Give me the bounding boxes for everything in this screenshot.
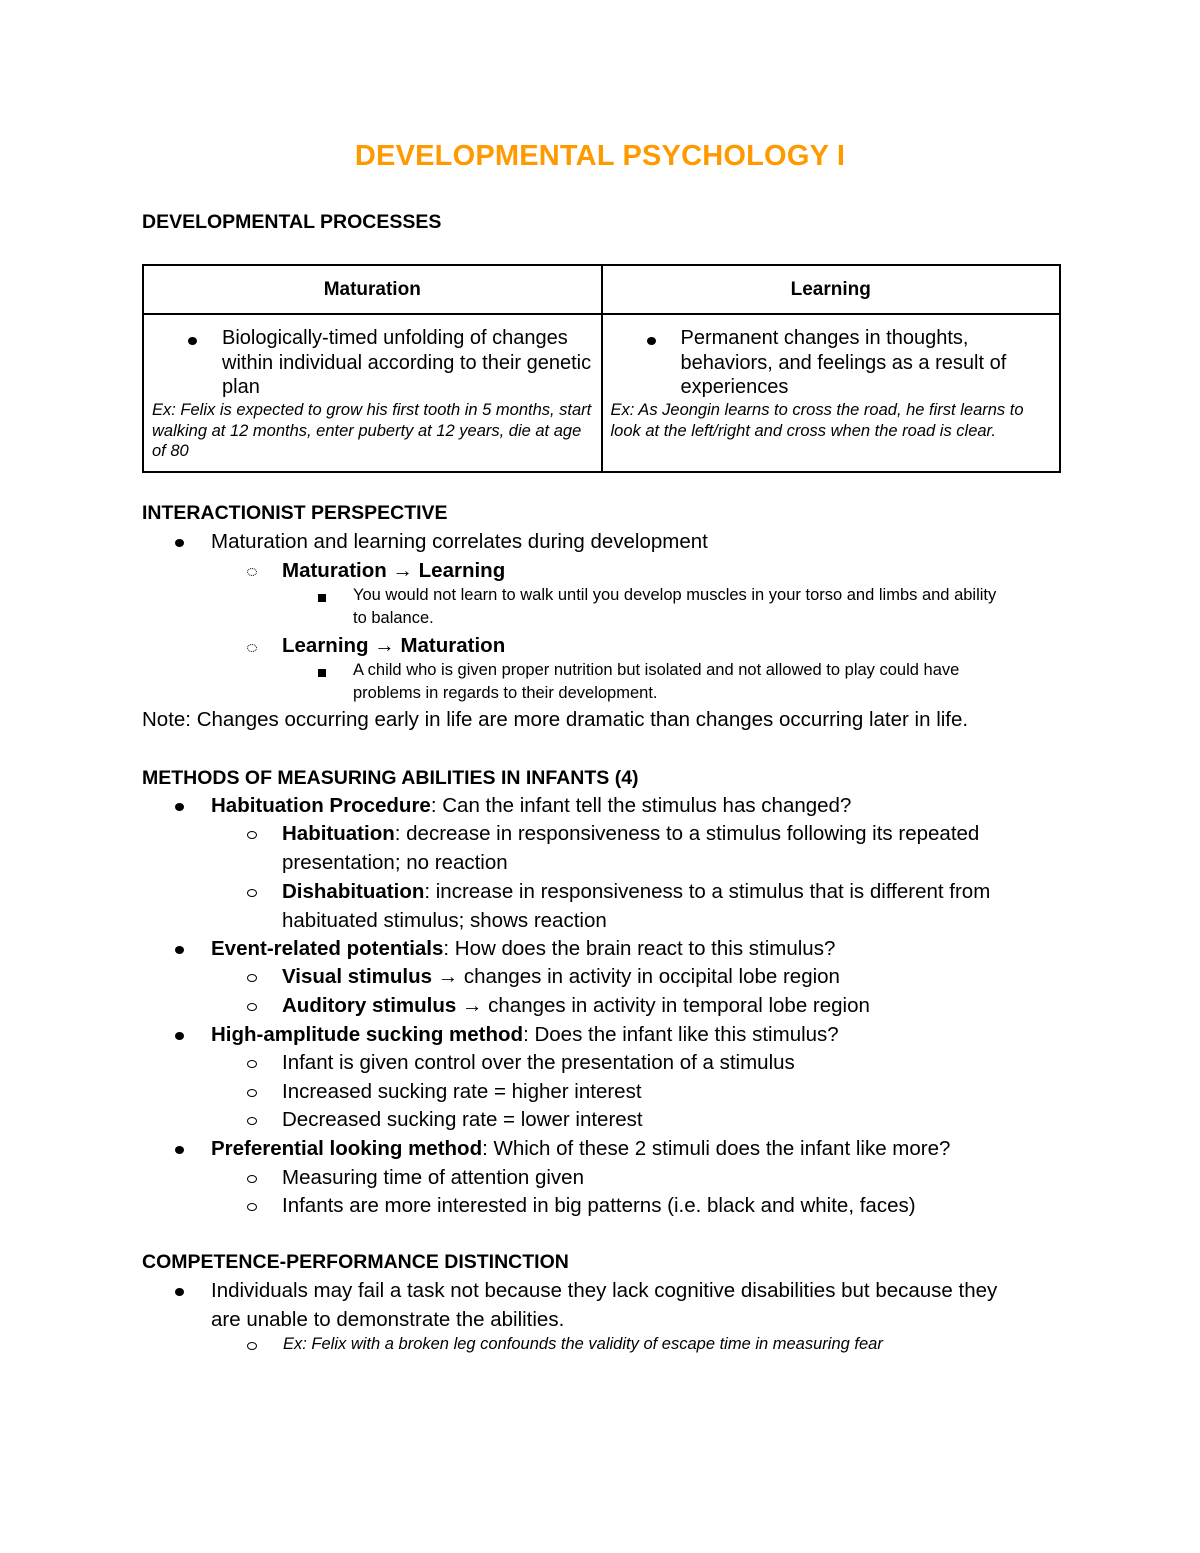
table-cell-maturation: [143, 314, 602, 472]
section-heading-competence: COMPETENCE-PERFORMANCE DISTINCTION: [142, 1251, 569, 1273]
description: : decrease in responsiveness to a stimulus following its repeated: [394, 822, 980, 845]
section-heading-processes: DEVELOPMENTAL PROCESSES: [142, 211, 442, 233]
bullet-disc-icon: [175, 946, 184, 954]
list-item: Measuring time of attention given: [282, 1166, 584, 1189]
bullet-dotted-circle-icon: [247, 568, 257, 576]
description: → changes in activity in temporal lobe region: [456, 994, 870, 1017]
term: Habituation Procedure: [211, 794, 431, 817]
maturation-to-learning: Maturation → Learning: [282, 559, 506, 582]
bullet-dotted-circle-icon: [247, 644, 257, 652]
bullet-circle-icon: [247, 974, 257, 982]
bullet-circle-icon: [247, 1003, 257, 1011]
maturation-to-learning-detail-2: to balance.: [353, 609, 434, 627]
term: Event-related potentials: [211, 937, 444, 960]
processes-table: [142, 264, 1061, 473]
term: Auditory stimulus: [282, 994, 457, 1017]
learning-to-maturation: Learning → Maturation: [282, 634, 506, 657]
method-habituation-procedure: [211, 794, 851, 818]
learning-to-maturation-detail-2: problems in regards to their development.: [353, 684, 658, 702]
competence-example: Ex: Felix with a broken leg confounds the validity of escape time in measuring fear: [283, 1335, 883, 1353]
term: Visual stimulus: [282, 965, 433, 988]
learning-definition: Permanent changes in thoughts, behaviors, and feelings as a result of experiences: [680, 327, 1007, 398]
description: : Can the infant tell the stimulus has changed?: [430, 794, 852, 817]
section-heading-interactionist: INTERACTIONIST PERSPECTIVE: [142, 502, 448, 524]
method-high-amplitude-sucking: [211, 1023, 839, 1047]
description: : Which of these 2 stimuli does the infant like more?: [482, 1137, 951, 1160]
bullet-disc-icon: [647, 337, 656, 345]
section-heading-methods: METHODS OF MEASURING ABILITIES IN INFANTS (4): [142, 767, 639, 789]
list-item: Infant is given control over the presentation of a stimulus: [282, 1051, 795, 1074]
dishabituation-definition: [282, 880, 990, 904]
description: : How does the brain react to this stimulus?: [443, 937, 836, 960]
bullet-circle-icon: [247, 831, 257, 839]
method-erp: [211, 937, 835, 961]
list-item: Increased sucking rate = higher interest: [282, 1080, 642, 1103]
bullet-disc-icon: [175, 803, 184, 811]
dishabituation-definition-cont: habituated stimulus; shows reaction: [282, 909, 607, 932]
learning-example: Ex: As Jeongin learns to cross the road, he first learns to look at the left/right and cross when the road is clear.: [610, 401, 1024, 440]
bullet-circle-icon: [247, 1342, 257, 1350]
table-header-maturation: Maturation: [143, 265, 602, 314]
list-item: Decreased sucking rate = lower interest: [282, 1108, 643, 1131]
bullet-circle-icon: [247, 1060, 257, 1068]
description: : increase in responsiveness to a stimulus that is different from: [424, 880, 991, 903]
bullet-disc-icon: [175, 1032, 184, 1040]
description: : Does the infant like this stimulus?: [523, 1023, 839, 1046]
erp-auditory: [282, 994, 870, 1018]
bullet-disc-icon: [175, 1146, 184, 1154]
bullet-disc-icon: [175, 539, 184, 547]
bullet-circle-icon: [247, 1175, 257, 1183]
maturation-to-learning-detail-1: You would not learn to walk until you develop muscles in your torso and limbs and ability: [353, 586, 997, 604]
bullet-circle-icon: [247, 889, 257, 897]
table-header-learning: Learning: [602, 265, 1061, 314]
table-cell-learning: [602, 314, 1061, 472]
method-preferential-looking: [211, 1137, 950, 1161]
bullet-disc-icon: [188, 337, 197, 345]
list-item: Infants are more interested in big patterns (i.e. black and white, faces): [282, 1194, 916, 1217]
maturation-example: Ex: Felix is expected to grow his first tooth in 5 months, start walking at 12 months, enter puberty at 12 years, die at age of 80: [152, 401, 592, 460]
competence-bullet-line-2: are unable to demonstrate the abilities.: [211, 1308, 565, 1331]
term: Habituation: [282, 822, 395, 845]
bullet-circle-icon: [247, 1089, 257, 1097]
bullet-circle-icon: [247, 1117, 257, 1125]
erp-visual: [282, 965, 840, 989]
maturation-definition: Biologically-timed unfolding of changes within individual according to their genetic plan: [222, 327, 592, 398]
bullet-square-icon: [318, 594, 326, 602]
bullet-disc-icon: [175, 1288, 184, 1296]
interactionist-note: Note: Changes occurring early in life are more dramatic than changes occurring later in life.: [142, 708, 969, 731]
bullet-circle-icon: [247, 1203, 257, 1211]
term: High-amplitude sucking method: [211, 1023, 524, 1046]
habituation-definition-cont: presentation; no reaction: [282, 851, 508, 874]
bullet-square-icon: [318, 669, 326, 677]
page-title: DEVELOPMENTAL PSYCHOLOGY I: [354, 140, 846, 172]
learning-to-maturation-detail-1: A child who is given proper nutrition but isolated and not allowed to play could have: [353, 661, 960, 679]
term: Dishabituation: [282, 880, 425, 903]
description: → changes in activity in occipital lobe region: [432, 965, 840, 988]
term: Preferential looking method: [211, 1137, 483, 1160]
habituation-definition: [282, 822, 979, 846]
competence-bullet-line-1: Individuals may fail a task not because they lack cognitive disabilities but because they: [211, 1279, 998, 1302]
interactionist-bullet: Maturation and learning correlates during development: [211, 530, 708, 553]
